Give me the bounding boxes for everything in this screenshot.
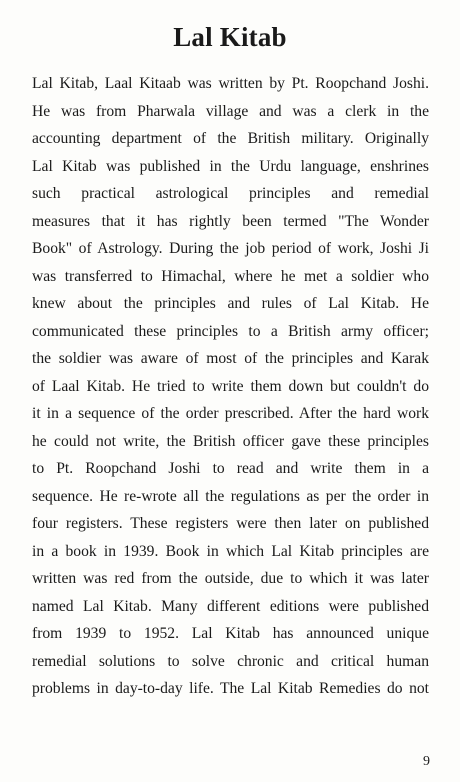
- body-line: in a book in 1939. Book in which Lal Kitab principles are: [32, 542, 429, 560]
- body-line: the soldier was aware of most of the principles and Karak: [32, 350, 429, 367]
- body-line: Lal Kitab, Laal Kitaab was written by Pt. Roopchand Joshi.: [32, 75, 429, 92]
- body-line: Book" of Astrology. During the job period of work, Joshi Ji: [32, 240, 429, 257]
- body-line: was transferred to Himachal, where he met a soldier who: [32, 267, 429, 285]
- body-line: to Pt. Roopchand Joshi to read and write them in a: [32, 460, 429, 477]
- page-title: Lal Kitab: [173, 22, 287, 52]
- body-line: He was from Pharwala village and was a clerk in the: [32, 102, 429, 120]
- body-line: of Laal Kitab. He tried to write them down but couldn't do: [32, 377, 429, 395]
- body-text: [32, 70, 429, 703]
- body-line: written was red from the outside, due to which it was later: [32, 570, 429, 587]
- body-line: from 1939 to 1952. Lal Kitab has announced unique: [32, 625, 429, 642]
- body-line: four registers. These registers were then later on published: [32, 515, 429, 532]
- body-line: measures that it has rightly been termed "The Wonder: [32, 212, 429, 230]
- body-line: communicated these principles to a British army officer;: [32, 322, 429, 340]
- page-number: 9: [423, 754, 430, 769]
- body-line: problems in day-to-day life. The Lal Kitab Remedies do not: [32, 680, 429, 697]
- body-line: accounting department of the British military. Originally: [32, 130, 429, 147]
- body-line: knew about the principles and rules of Lal Kitab. He: [32, 295, 429, 312]
- body-line: sequence. He re-wrote all the regulations as per the order in: [32, 487, 429, 505]
- body-line: he could not write, the British officer gave these principles: [32, 432, 429, 450]
- body-line: remedial solutions to solve chronic and critical human: [32, 652, 429, 670]
- body-line: Lal Kitab was published in the Urdu language, enshrines: [32, 157, 429, 175]
- body-line: it in a sequence of the order prescribed. After the hard work: [32, 405, 429, 422]
- body-line: such practical astrological principles and remedial: [32, 185, 429, 202]
- body-line: named Lal Kitab. Many different editions were published: [32, 597, 429, 615]
